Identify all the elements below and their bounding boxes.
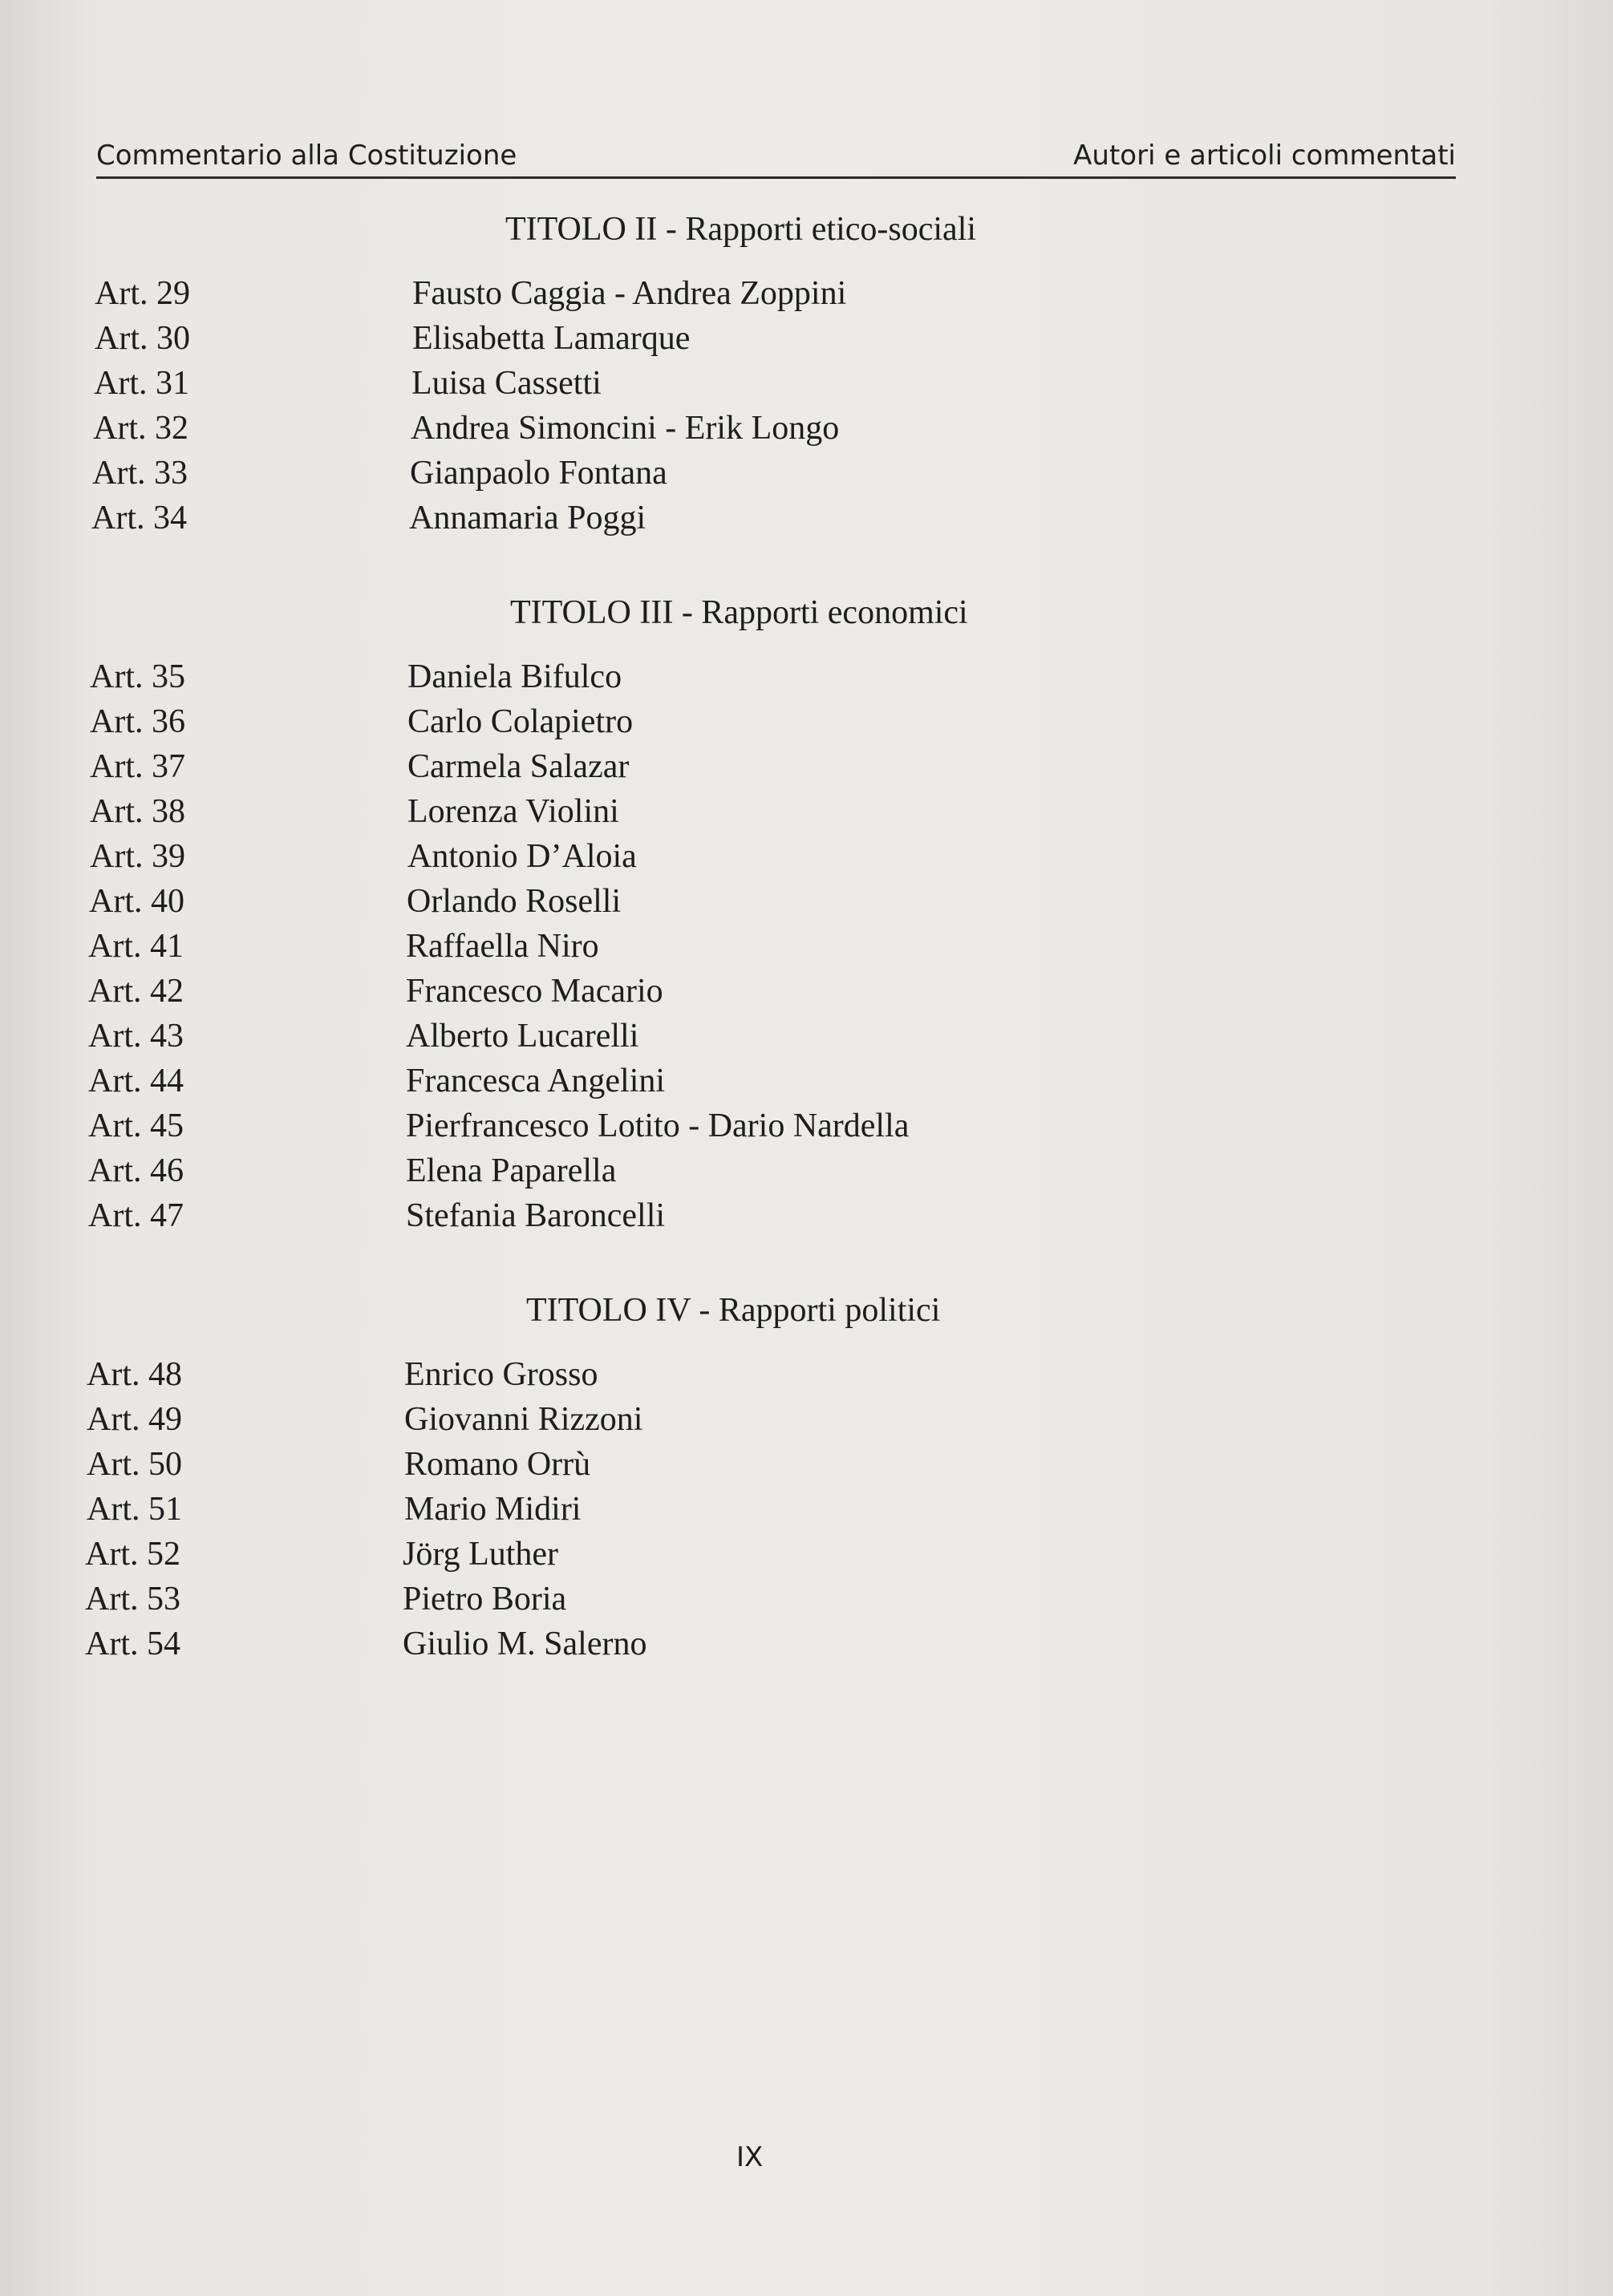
- author-name: Lorenza Violini: [407, 793, 619, 830]
- article-number: Art. 50: [87, 1446, 182, 1483]
- author-name: Annamaria Poggi: [409, 500, 646, 537]
- article-number: Art. 45: [88, 1108, 184, 1144]
- author-name: Stefania Baroncelli: [406, 1197, 666, 1234]
- author-name: Jörg Luther: [403, 1536, 559, 1573]
- article-number: Art. 31: [94, 365, 189, 402]
- article-number: Art. 43: [88, 1018, 184, 1055]
- article-number: Art. 39: [90, 838, 185, 875]
- running-header: [96, 135, 1456, 179]
- article-number: Art. 37: [90, 748, 185, 785]
- article-number: Art. 53: [85, 1581, 180, 1618]
- article-number: Art. 35: [90, 658, 185, 695]
- section-title-titolo-iv: TITOLO IV - Rapporti politici: [526, 1292, 941, 1329]
- article-number: Art. 32: [93, 410, 188, 447]
- article-number: Art. 29: [95, 275, 190, 312]
- header-book-title: Commentario alla Costituzione: [96, 140, 517, 172]
- article-number: Art. 49: [87, 1401, 182, 1438]
- author-name: Giulio M. Salerno: [403, 1626, 647, 1662]
- article-number: Art. 36: [90, 703, 185, 740]
- author-name: Francesca Angelini: [406, 1063, 666, 1099]
- author-name: Pierfrancesco Lotito - Dario Nardella: [406, 1108, 910, 1144]
- author-name: Giovanni Rizzoni: [404, 1401, 643, 1438]
- author-name: Carlo Colapietro: [407, 703, 634, 740]
- article-number: Art. 47: [88, 1197, 184, 1234]
- page-number: IX: [736, 2141, 764, 2173]
- article-number: Art. 54: [85, 1626, 180, 1662]
- author-name: Pietro Boria: [403, 1581, 567, 1618]
- author-name: Romano Orrù: [404, 1446, 591, 1483]
- article-number: Art. 38: [90, 793, 185, 830]
- article-number: Art. 44: [88, 1063, 184, 1099]
- article-number: Art. 51: [87, 1491, 182, 1528]
- author-name: Francesco Macario: [406, 973, 663, 1010]
- author-name: Enrico Grosso: [404, 1356, 598, 1393]
- author-name: Orlando Roselli: [407, 883, 622, 920]
- author-name: Antonio D’Aloia: [407, 838, 637, 875]
- article-number: Art. 48: [87, 1356, 182, 1393]
- author-name: Elisabetta Lamarque: [412, 320, 691, 357]
- article-number: Art. 41: [88, 928, 184, 965]
- author-name: Andrea Simoncini - Erik Longo: [411, 410, 840, 447]
- section-title-titolo-ii: TITOLO II - Rapporti etico-sociali: [505, 211, 977, 248]
- article-number: Art. 40: [89, 883, 184, 920]
- section-title-titolo-iii: TITOLO III - Rapporti economici: [510, 594, 968, 631]
- article-number: Art. 52: [85, 1536, 180, 1573]
- header-section-title: Autori e articoli commentati: [1073, 140, 1456, 172]
- article-number: Art. 30: [95, 320, 190, 357]
- author-name: Mario Midiri: [404, 1491, 582, 1528]
- author-name: Carmela Salazar: [407, 748, 630, 785]
- author-name: Raffaella Niro: [406, 928, 599, 965]
- article-number: Art. 33: [92, 455, 188, 492]
- author-name: Fausto Caggia - Andrea Zoppini: [412, 275, 847, 312]
- author-name: Luisa Cassetti: [411, 365, 602, 402]
- author-name: Elena Paparella: [406, 1152, 617, 1189]
- article-number: Art. 34: [91, 500, 187, 537]
- author-name: Alberto Lucarelli: [406, 1018, 639, 1055]
- article-number: Art. 42: [88, 973, 184, 1010]
- article-number: Art. 46: [88, 1152, 184, 1189]
- author-name: Gianpaolo Fontana: [410, 455, 667, 492]
- author-name: Daniela Bifulco: [407, 658, 622, 695]
